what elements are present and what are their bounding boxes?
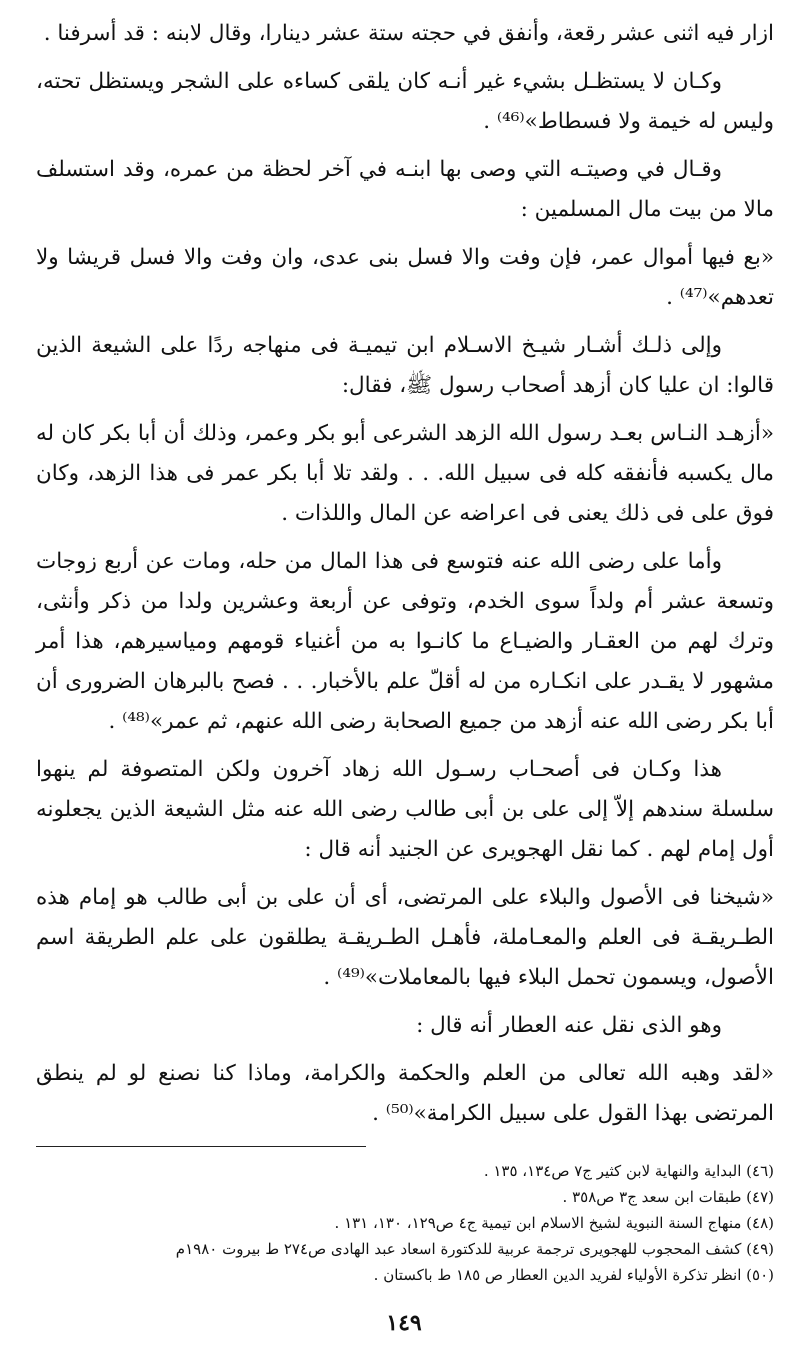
paragraph-10: وهو الذى نقل عنه العطار أنه قال : (416, 1013, 722, 1038)
paragraph-7: وأما على رضى الله عنه فتوسع فى هذا المال من حله، ومات عن أربع زوجات وتسعة عشر أم ولداً سوى الخدم، وتوفى عن أربعة وعشرين ولدا من ذكر وأنثى، وترك لهم من العقـار والضيـاع ما كانـوا به من أغنياء قومهم ومياسيرهم، هذا أمر مشهور لا يقـدر على انكـاره من له أقلّ علم بالأخبار. . . فصح بالبرهان الضرورى أن أبا بكر رضى الله عنه أزهد من جميع الصحابة رضى الله عنهم، ثم عمر»⁽⁴⁸⁾ . (36, 549, 774, 734)
footnote-47: (٤٧) طبقات ابن سعد ج٣ ص٣٥٨ . (562, 1188, 774, 1206)
footnote-divider (36, 1146, 366, 1147)
quote-paragraph-6: «أزهـد النـاس بعـد رسول الله الزهد الشرعى أبو بكر وعمر، وذلك أن أبا بكر كان له مال يكسبه فأنفقه كله فى سبيل الله. . . ولقد تلا أبا بكر عمر فى هذا الزهد، وكان فوق على فى ذلك يعنى فى اعراضه عن المال واللذات . (36, 421, 774, 526)
footnote-48: (٤٨) منهاج السنة النبوية لشيخ الاسلام ابن تيمية ج٤ ص١٢٩، ١٣٠، ١٣١ . (334, 1214, 774, 1232)
paragraph-3: وقـال في وصيتـه التي وصى بها ابنـه في آخر لحظة من عمره، وقد استسلف مالا من بيت مال المسلمين : (36, 157, 774, 222)
quote-paragraph-9: «شيخنا فى الأصول والبلاء على المرتضى، أى أن على بن أبى طالب هو إمام هذه الطـريقـة فى العلم والمعـاملة، فأهـل الطـريقـة يطلقون على علم الطريقة اسم الأصول، ويسمون تحمل البلاء فيها بالمعاملات»⁽⁴⁹⁾ . (36, 885, 774, 990)
page-number: ١٤٩ (386, 1310, 422, 1336)
page-body (36, 14, 774, 1351)
paragraph-2: وكـان لا يستظـل بشيء غير أنـه كان يلقى كساءه على الشجر ويستظل تحته، وليس له خيمة ولا فسطاط»⁽⁴⁶⁾ . (36, 69, 774, 134)
quote-paragraph-4: «بع فيها أموال عمر، فإن وفت والا فسل بنى عدى، وان وفت والا فسل قريشا ولا تعدهم»⁽⁴⁷⁾ . (36, 245, 774, 310)
footnote-49: (٤٩) كشف المحجوب للهجويرى ترجمة عربية للدكتورة اسعاد عبد الهادى ص٢٧٤ ط بيروت ١٩٨٠م (175, 1240, 774, 1258)
footnotes (36, 1158, 774, 1288)
paragraph-8: هذا وكـان فى أصحـاب رسـول الله زهاد آخرون ولكن المتصوفة لم ينهوا سلسلة سندهم إلاّ إلى على بن أبى طالب رضى الله عنه مثل الشيعة الذين يجعلونه أول إمام لهم . كما نقل الهجويرى عن الجنيد أنه قال : (36, 757, 774, 862)
paragraph-1: ازار فيه اثنى عشر رقعة، وأنفق في حجته ستة عشر دينارا، وقال لابنه : قد أسرفنا . (43, 21, 774, 46)
quote-paragraph-11: «لقد وهبه الله تعالى من العلم والحكمة والكرامة، وماذا كنا نصنع لو لم ينطق المرتضى بهذا القول على سبيل الكرامة»⁽⁵⁰⁾ . (36, 1061, 774, 1126)
paragraph-5: وإلى ذلـك أشـار شيـخ الاسـلام ابن تيميـة فى منهاجه ردًا على الشيعة الذين قالوا: ان عليا كان أزهد أصحاب رسول ﷺ، فقال: (36, 333, 774, 398)
footnote-50: (٥٠) انظر تذكرة الأولياء لفريد الدين العطار ص ١٨٥ ط باكستان . (373, 1266, 774, 1284)
footnote-46: (٤٦) البداية والنهاية لابن كثير ج٧ ص١٣٤، ١٣٥ . (483, 1162, 774, 1180)
